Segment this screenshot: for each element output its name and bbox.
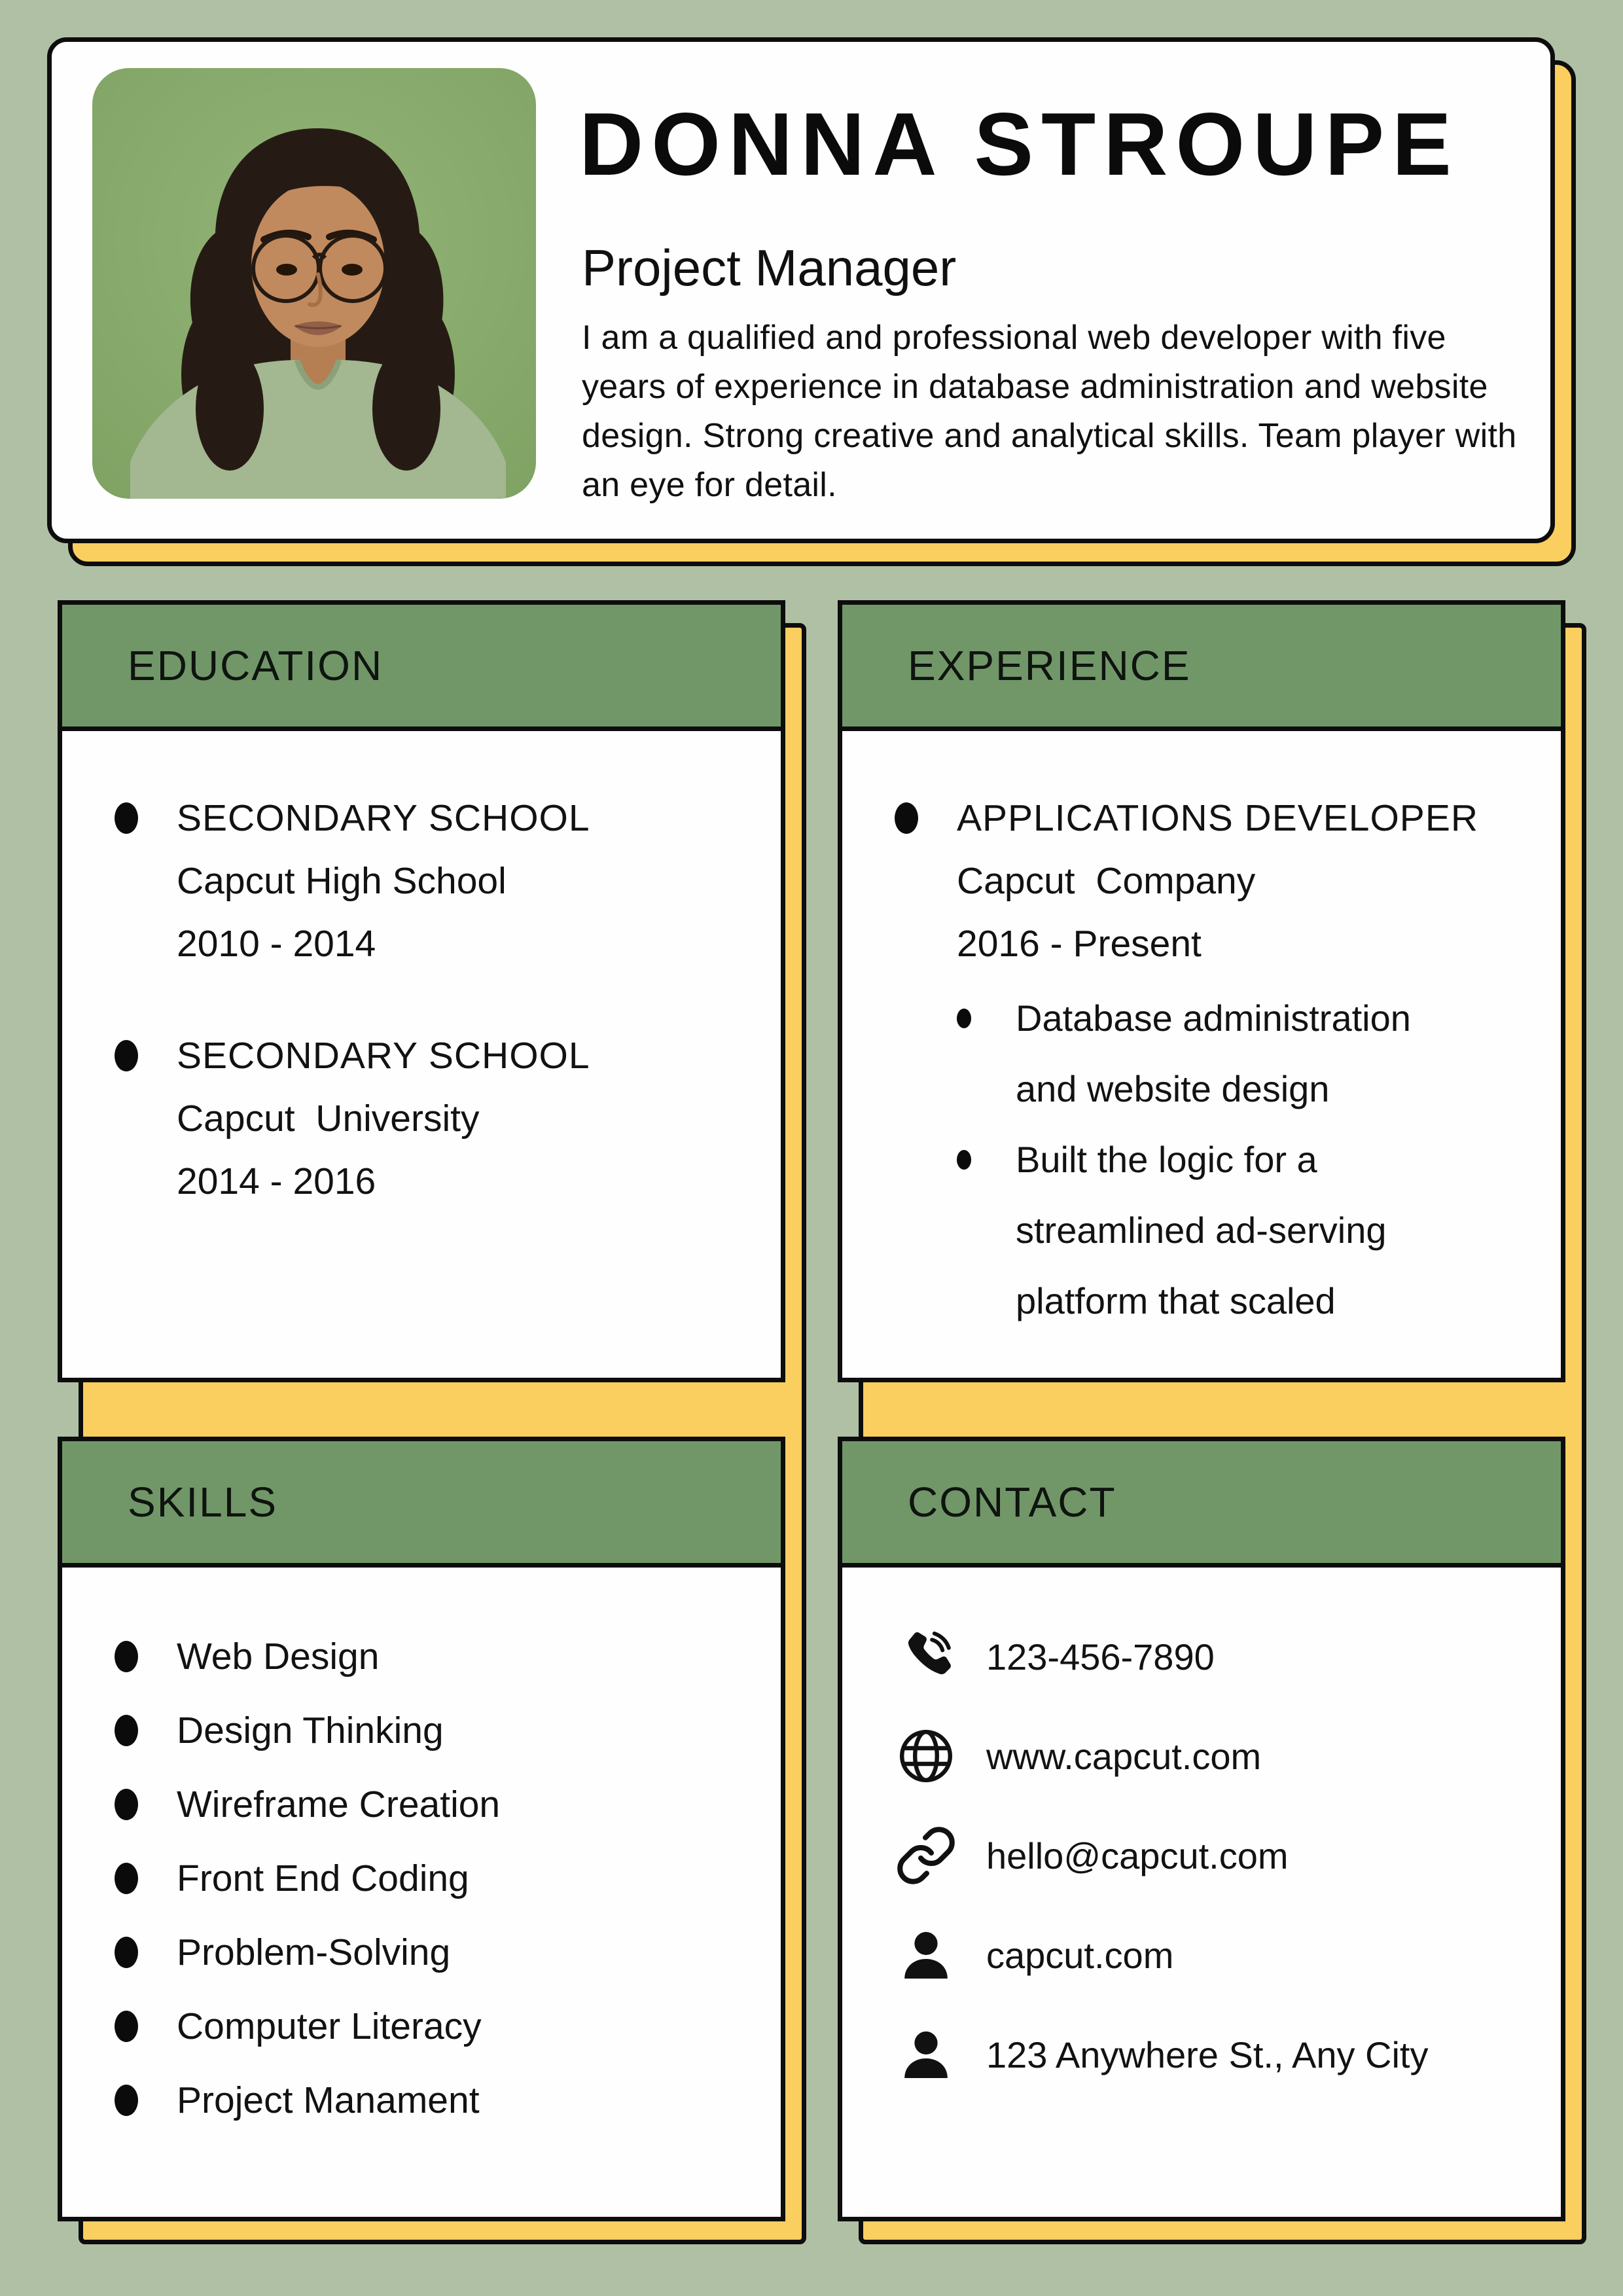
contact-row-phone (895, 1607, 1561, 1706)
skill-item (115, 1768, 781, 1842)
contact-row-email (895, 1806, 1561, 1905)
person-icon (895, 2023, 957, 2086)
portrait-illustration (92, 68, 536, 499)
experience-section-body (838, 726, 1565, 1382)
experience-title: EXPERIENCE (908, 642, 1191, 689)
bullet-icon (115, 1789, 138, 1820)
name-heading: DONNA STROUPE (579, 94, 1459, 194)
skill-item (115, 1694, 781, 1768)
skill-item (115, 1842, 781, 1916)
bullet-icon (115, 1937, 138, 1968)
header-card (47, 37, 1555, 543)
education-years: 2010 - 2014 (177, 923, 376, 965)
skill-text: Design Thinking (177, 1710, 444, 1751)
highlight-item (957, 983, 1480, 1124)
education-school: Capcut High School (177, 860, 507, 902)
education-school: Capcut University (177, 1098, 480, 1139)
skills-title: SKILLS (128, 1479, 278, 1526)
skill-item (115, 1620, 781, 1694)
education-section-body (58, 726, 785, 1382)
education-degree: SECONDARY SCHOOL (177, 797, 590, 839)
contact-section-body (838, 1563, 1565, 2221)
education-years: 2014 - 2016 (177, 1160, 376, 1202)
bullet-icon (115, 802, 138, 834)
skill-text: Web Design (177, 1636, 380, 1677)
contact-website-text: www.capcut.com (986, 1735, 1262, 1777)
bullet-icon (115, 1040, 138, 1071)
education-section-header (58, 600, 785, 731)
skill-item (115, 1916, 781, 1990)
skills-section-header (58, 1437, 785, 1568)
experience-entry (895, 787, 1535, 1336)
contact-profile-text: capcut.com (986, 1934, 1174, 1976)
bullet-icon (115, 1715, 138, 1746)
contact-address-text: 123 Anywhere St., Any City (986, 2034, 1429, 2075)
experience-years: 2016 - Present (957, 923, 1202, 965)
experience-role: APPLICATIONS DEVELOPER (957, 797, 1479, 839)
highlight-text: Database administration and website design (1016, 997, 1411, 1109)
contact-row-website (895, 1706, 1561, 1806)
person-icon (895, 1924, 957, 1986)
skill-item (115, 2064, 781, 2138)
experience-highlights (957, 983, 1535, 1336)
contact-row-profile (895, 1905, 1561, 2005)
education-entry (115, 1024, 755, 1213)
bullet-icon (115, 2011, 138, 2042)
bullet-icon (115, 1863, 138, 1894)
skill-item (115, 1990, 781, 2064)
experience-company: Capcut Company (957, 860, 1256, 902)
skill-text: Wireframe Creation (177, 1784, 501, 1825)
contact-row-address (895, 2005, 1561, 2104)
skills-section-body (58, 1563, 785, 2221)
education-degree: SECONDARY SCHOOL (177, 1035, 590, 1077)
summary-text: I am a qualified and professional web developer with five years of experience in database administration and website design. Strong creative and analytical skills. Team player with an eye for detail. (582, 319, 1517, 504)
skill-text: Computer Literacy (177, 2005, 482, 2047)
experience-section-header (838, 600, 1565, 731)
contact-list (842, 1568, 1561, 2104)
contact-email-text: hello@capcut.com (986, 1835, 1289, 1876)
contact-phone-text: 123-456-7890 (986, 1636, 1215, 1677)
education-title: EDUCATION (128, 642, 383, 689)
bullet-icon (115, 1641, 138, 1672)
skills-list (62, 1568, 781, 2138)
education-entry (115, 787, 755, 975)
contact-section-header (838, 1437, 1565, 1568)
skill-text: Problem-Solving (177, 1931, 451, 1973)
sub-bullet-icon (957, 1150, 971, 1170)
link-icon (895, 1824, 957, 1887)
skill-text: Front End Coding (177, 1857, 469, 1899)
highlight-item (957, 1124, 1480, 1336)
phone-icon (895, 1625, 957, 1688)
skill-text: Project Manament (177, 2079, 480, 2121)
highlight-text: Built the logic for a streamlined ad-serving platform that scaled (1016, 1139, 1387, 1321)
bullet-icon (895, 802, 918, 834)
bullet-icon (115, 2085, 138, 2116)
job-title: Project Manager (582, 239, 957, 296)
globe-icon (895, 1725, 957, 1787)
sub-bullet-icon (957, 1009, 971, 1028)
profile-photo (92, 68, 536, 499)
contact-title: CONTACT (908, 1479, 1116, 1526)
